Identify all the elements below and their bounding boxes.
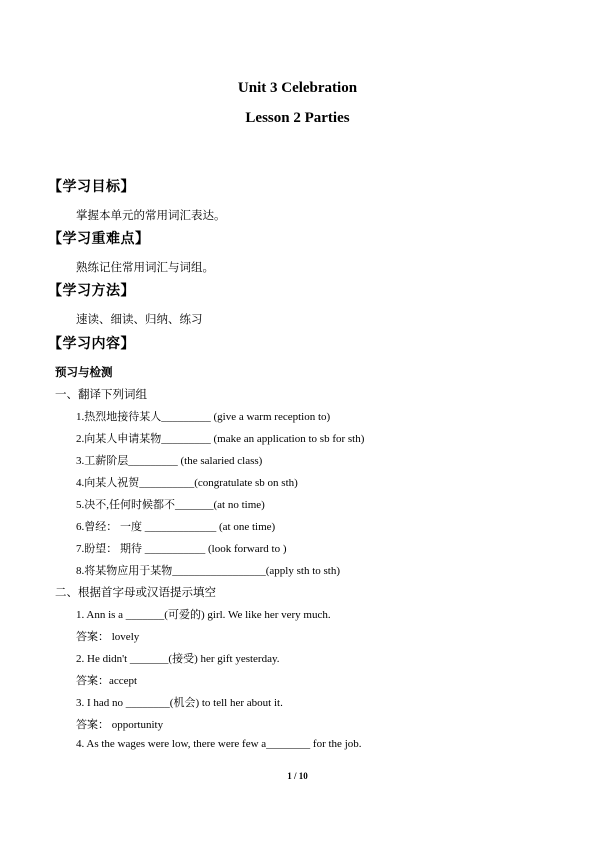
part2-question: 3. I had no ________(机会) to tell her about it. — [76, 697, 283, 709]
part1-item: 6.曾经： 一度 _____________ (at one time) — [76, 521, 276, 533]
part2-answer: 答案：accept — [76, 675, 138, 687]
keypoints-heading: 【学习重难点】 — [48, 231, 150, 247]
part1-item: 4.向某人祝贺__________(congratulate sb on sth) — [76, 477, 298, 489]
goals-heading: 【学习目标】 — [48, 179, 135, 195]
keypoints-text: 熟练记住常用词汇与词组。 — [76, 260, 214, 274]
part2-answer: 答案： opportunity — [76, 719, 164, 731]
methods-heading: 【学习方法】 — [48, 283, 135, 299]
part2-question: 2. He didn't _______(接受) her gift yesterday. — [76, 653, 280, 665]
part1-title: 一、翻译下列词组 — [55, 387, 147, 401]
goals-text: 掌握本单元的常用词汇表达。 — [76, 208, 226, 222]
preview-heading: 预习与检测 — [55, 365, 113, 379]
lesson-title: Lesson 2 Parties — [245, 110, 350, 126]
part1-item: 8.将某物应用于某物_________________(apply sth to sth) — [76, 565, 340, 577]
methods-text: 速读、细读、归纳、练习 — [76, 312, 203, 326]
unit-title: Unit 3 Celebration — [237, 80, 358, 96]
page-number: 1 / 10 — [287, 771, 308, 781]
part2-question: 1. Ann is a _______(可爱的) girl. We like her very much. — [76, 609, 331, 621]
part2-answer: 答案： lovely — [76, 631, 140, 643]
part2-title: 二、根据首字母或汉语提示填空 — [55, 585, 216, 599]
content-heading: 【学习内容】 — [48, 336, 135, 352]
part1-item: 2.向某人申请某物_________ (make an application to sb for sth) — [76, 433, 365, 445]
part1-item: 3.工薪阶层_________ (the salaried class) — [76, 455, 263, 467]
part2-question: 4. As the wages were low, there were few a________ for the job. — [76, 738, 362, 750]
part1-item: 7.盼望： 期待 ___________ (look forward to ) — [76, 543, 287, 555]
part1-item: 5.决不,任何时候都不_______(at no time) — [76, 499, 265, 511]
part1-item: 1.热烈地接待某人_________ (give a warm reception to) — [76, 411, 331, 423]
